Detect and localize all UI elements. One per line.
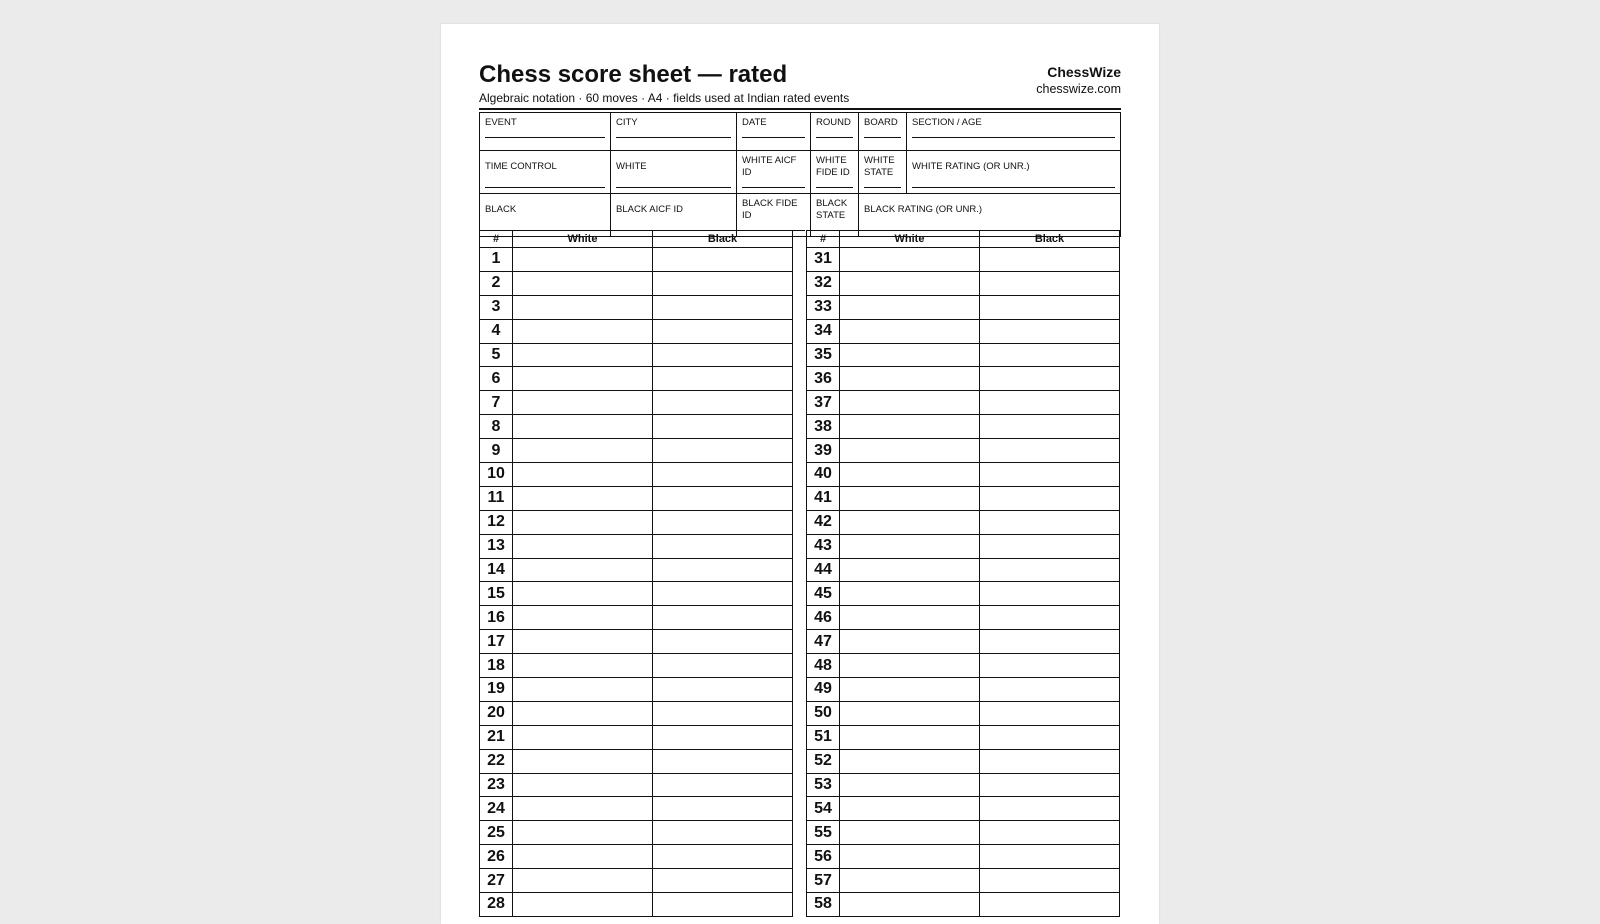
move-number: 40 [807, 463, 840, 487]
white-state-line[interactable] [864, 187, 901, 188]
move-number: 49 [807, 678, 840, 702]
black-move-cell[interactable] [980, 558, 1120, 582]
black-move-cell[interactable] [980, 510, 1120, 534]
black-move-cell[interactable] [653, 749, 793, 773]
move-row [807, 582, 1120, 606]
white-move-cell[interactable] [513, 367, 653, 391]
black-move-cell[interactable] [980, 701, 1120, 725]
move-row [480, 725, 793, 749]
move-number: 26 [480, 845, 513, 869]
black-move-cell[interactable] [980, 343, 1120, 367]
white-aicf-id-line[interactable] [742, 187, 805, 188]
move-row [480, 606, 793, 630]
white-move-cell[interactable] [513, 463, 653, 487]
moves-table-right [806, 230, 1120, 917]
white-move-cell[interactable] [513, 295, 653, 319]
move-number: 35 [807, 343, 840, 367]
black-move-header: Black [980, 231, 1120, 248]
white-move-cell[interactable] [840, 701, 980, 725]
round-field[interactable] [811, 113, 859, 151]
white-move-cell[interactable] [840, 439, 980, 463]
black-move-cell[interactable] [653, 606, 793, 630]
move-row [807, 439, 1120, 463]
move-row [480, 391, 793, 415]
brand-name: ChessWize [1047, 64, 1121, 80]
black-rating-label: BLACK RATING (OR UNR.) [864, 204, 983, 215]
white-move-header: White [840, 231, 980, 248]
black-fide-id-label: BLACK FIDE ID [742, 198, 798, 221]
black-move-cell[interactable] [653, 271, 793, 295]
board-line[interactable] [864, 137, 901, 138]
black-move-cell[interactable] [653, 367, 793, 391]
white-move-cell[interactable] [840, 415, 980, 439]
black-move-cell[interactable] [653, 510, 793, 534]
move-row [480, 797, 793, 821]
black-state-label: BLACK STATE [816, 198, 848, 221]
score-sheet-page [441, 24, 1159, 924]
black-move-cell[interactable] [980, 606, 1120, 630]
move-row [807, 869, 1120, 893]
round-label: ROUND [816, 117, 851, 128]
white-move-cell[interactable] [840, 582, 980, 606]
white-move-cell[interactable] [513, 271, 653, 295]
black-move-cell[interactable] [653, 439, 793, 463]
event-field[interactable] [480, 113, 611, 151]
move-row [480, 343, 793, 367]
white-move-cell[interactable] [840, 606, 980, 630]
white-move-cell[interactable] [513, 725, 653, 749]
move-number: 13 [480, 534, 513, 558]
time-control-line[interactable] [485, 187, 605, 188]
white-move-header: White [513, 231, 653, 248]
move-number: 5 [480, 343, 513, 367]
move-row [807, 749, 1120, 773]
white-move-cell[interactable] [840, 845, 980, 869]
move-row [807, 606, 1120, 630]
date-label: DATE [742, 117, 767, 128]
white-move-cell[interactable] [513, 654, 653, 678]
black-move-cell[interactable] [980, 725, 1120, 749]
white-move-cell[interactable] [513, 534, 653, 558]
white-move-cell[interactable] [840, 725, 980, 749]
white-move-cell[interactable] [840, 319, 980, 343]
move-row [807, 725, 1120, 749]
white-move-cell[interactable] [513, 510, 653, 534]
move-row [480, 248, 793, 272]
move-row [807, 415, 1120, 439]
white-move-cell[interactable] [840, 295, 980, 319]
black-move-cell[interactable] [653, 845, 793, 869]
section-age-label: SECTION / AGE [912, 117, 982, 128]
section-age-line[interactable] [912, 137, 1115, 138]
move-number: 27 [480, 869, 513, 893]
move-row [807, 534, 1120, 558]
move-number: 38 [807, 415, 840, 439]
move-number: 15 [480, 582, 513, 606]
black-move-cell[interactable] [980, 773, 1120, 797]
move-row [480, 463, 793, 487]
black-move-cell[interactable] [653, 486, 793, 510]
move-number: 48 [807, 654, 840, 678]
move-row [807, 797, 1120, 821]
move-row [480, 630, 793, 654]
black-move-cell[interactable] [980, 391, 1120, 415]
black-move-cell[interactable] [653, 319, 793, 343]
white-rating-label: WHITE RATING (OR UNR.) [912, 161, 1030, 172]
white-move-cell[interactable] [513, 343, 653, 367]
black-move-cell[interactable] [653, 630, 793, 654]
white-state-label: WHITE STATE [864, 155, 895, 178]
board-label: BOARD [864, 117, 898, 128]
white-move-cell[interactable] [513, 701, 653, 725]
white-move-cell[interactable] [840, 534, 980, 558]
move-row [480, 773, 793, 797]
move-number: 50 [807, 701, 840, 725]
move-number-header: # [480, 231, 513, 248]
move-number: 33 [807, 295, 840, 319]
move-number: 53 [807, 773, 840, 797]
move-number: 6 [480, 367, 513, 391]
round-line[interactable] [816, 137, 853, 138]
move-number: 1 [480, 248, 513, 272]
white-move-cell[interactable] [513, 773, 653, 797]
black-move-cell[interactable] [653, 463, 793, 487]
move-row [807, 486, 1120, 510]
white-move-cell[interactable] [513, 248, 653, 272]
white-move-cell[interactable] [840, 893, 980, 917]
white-move-cell[interactable] [840, 271, 980, 295]
white-move-cell[interactable] [513, 821, 653, 845]
move-row [807, 821, 1120, 845]
white-move-cell[interactable] [513, 558, 653, 582]
move-number: 58 [807, 893, 840, 917]
move-number: 21 [480, 725, 513, 749]
white-move-cell[interactable] [840, 510, 980, 534]
page-subtitle: Algebraic notation · 60 moves · A4 · fields used at Indian rated events [479, 91, 850, 105]
move-number: 43 [807, 534, 840, 558]
move-number: 4 [480, 319, 513, 343]
event-label: EVENT [485, 117, 517, 128]
move-number: 7 [480, 391, 513, 415]
white-move-cell[interactable] [840, 343, 980, 367]
move-row [807, 845, 1120, 869]
white-rating-field[interactable] [907, 151, 1121, 194]
move-row [807, 367, 1120, 391]
black-move-cell[interactable] [980, 486, 1120, 510]
move-number: 51 [807, 725, 840, 749]
black-move-cell[interactable] [653, 391, 793, 415]
white-state-field[interactable] [859, 151, 907, 194]
city-field[interactable] [611, 113, 737, 151]
white-move-cell[interactable] [513, 606, 653, 630]
white-fide-id-field[interactable] [811, 151, 859, 194]
move-number: 8 [480, 415, 513, 439]
white-move-cell[interactable] [513, 439, 653, 463]
move-row [480, 295, 793, 319]
move-number: 36 [807, 367, 840, 391]
move-row [807, 510, 1120, 534]
move-number: 37 [807, 391, 840, 415]
move-number: 11 [480, 486, 513, 510]
move-row [480, 749, 793, 773]
move-row [480, 821, 793, 845]
time-control-label: TIME CONTROL [485, 161, 557, 172]
move-number: 18 [480, 654, 513, 678]
moves-table-left [479, 230, 793, 917]
move-row [480, 678, 793, 702]
black-move-cell[interactable] [653, 415, 793, 439]
move-row [807, 463, 1120, 487]
move-number: 23 [480, 773, 513, 797]
black-move-cell[interactable] [653, 654, 793, 678]
city-line[interactable] [616, 137, 731, 138]
move-number: 34 [807, 319, 840, 343]
white-move-cell[interactable] [840, 654, 980, 678]
black-aicf-id-label: BLACK AICF ID [616, 204, 684, 215]
white-move-cell[interactable] [840, 749, 980, 773]
section-age-field[interactable] [907, 113, 1121, 151]
move-number: 31 [807, 248, 840, 272]
white-aicf-id-label: WHITE AICF ID [742, 155, 797, 178]
move-number: 47 [807, 630, 840, 654]
move-row [807, 295, 1120, 319]
move-number-header: # [807, 231, 840, 248]
move-number: 20 [480, 701, 513, 725]
move-number: 46 [807, 606, 840, 630]
move-row [807, 248, 1120, 272]
black-move-cell[interactable] [653, 558, 793, 582]
move-number: 42 [807, 510, 840, 534]
black-move-header: Black [653, 231, 793, 248]
city-label: CITY [616, 117, 638, 128]
move-number: 3 [480, 295, 513, 319]
move-number: 55 [807, 821, 840, 845]
move-row [480, 367, 793, 391]
black-move-cell[interactable] [980, 319, 1120, 343]
white-move-cell[interactable] [840, 821, 980, 845]
black-move-cell[interactable] [980, 463, 1120, 487]
move-row [807, 319, 1120, 343]
move-row [807, 701, 1120, 725]
black-move-cell[interactable] [653, 797, 793, 821]
move-number: 22 [480, 749, 513, 773]
move-number: 2 [480, 271, 513, 295]
black-move-cell[interactable] [980, 869, 1120, 893]
white-move-cell[interactable] [513, 749, 653, 773]
white-move-cell[interactable] [513, 319, 653, 343]
move-row [807, 630, 1120, 654]
move-number: 19 [480, 678, 513, 702]
black-move-cell[interactable] [653, 534, 793, 558]
white-move-cell[interactable] [513, 415, 653, 439]
move-number: 24 [480, 797, 513, 821]
move-row [480, 893, 793, 917]
move-number: 45 [807, 582, 840, 606]
move-row [480, 415, 793, 439]
move-row [480, 558, 793, 582]
white-move-cell[interactable] [513, 678, 653, 702]
move-number: 14 [480, 558, 513, 582]
board-field[interactable] [859, 113, 907, 151]
white-line[interactable] [616, 187, 731, 188]
move-number: 57 [807, 869, 840, 893]
move-number: 41 [807, 486, 840, 510]
white-fide-id-line[interactable] [816, 187, 853, 188]
move-row [480, 271, 793, 295]
black-move-cell[interactable] [980, 415, 1120, 439]
move-number: 9 [480, 439, 513, 463]
page-title: Chess score sheet — rated [479, 61, 788, 88]
move-row [480, 582, 793, 606]
white-fide-id-label: WHITE FIDE ID [816, 155, 850, 178]
date-line[interactable] [742, 137, 805, 138]
black-move-cell[interactable] [653, 295, 793, 319]
white-field[interactable] [611, 151, 737, 194]
black-move-cell[interactable] [653, 773, 793, 797]
black-move-cell[interactable] [653, 343, 793, 367]
black-move-cell[interactable] [653, 725, 793, 749]
white-move-cell[interactable] [840, 463, 980, 487]
black-move-cell[interactable] [653, 701, 793, 725]
white-move-cell[interactable] [513, 845, 653, 869]
black-move-cell[interactable] [653, 248, 793, 272]
black-move-cell[interactable] [980, 582, 1120, 606]
move-number: 17 [480, 630, 513, 654]
white-move-cell[interactable] [513, 486, 653, 510]
black-move-cell[interactable] [980, 248, 1120, 272]
move-number: 25 [480, 821, 513, 845]
white-move-cell[interactable] [513, 391, 653, 415]
black-move-cell[interactable] [653, 678, 793, 702]
white-move-cell[interactable] [840, 367, 980, 391]
black-move-cell[interactable] [653, 893, 793, 917]
black-move-cell[interactable] [980, 821, 1120, 845]
black-move-cell[interactable] [980, 654, 1120, 678]
move-number: 28 [480, 893, 513, 917]
white-move-cell[interactable] [513, 869, 653, 893]
move-number: 44 [807, 558, 840, 582]
move-row [807, 391, 1120, 415]
move-row [807, 343, 1120, 367]
black-move-cell[interactable] [980, 893, 1120, 917]
move-number: 10 [480, 463, 513, 487]
move-row [807, 893, 1120, 917]
time-control-field[interactable] [480, 151, 611, 194]
game-info-form [479, 112, 1121, 237]
white-move-cell[interactable] [840, 630, 980, 654]
white-move-cell[interactable] [513, 797, 653, 821]
move-row [480, 439, 793, 463]
black-move-cell[interactable] [980, 630, 1120, 654]
black-move-cell[interactable] [980, 749, 1120, 773]
move-row [807, 654, 1120, 678]
white-move-cell[interactable] [840, 486, 980, 510]
white-move-cell[interactable] [840, 773, 980, 797]
white-rating-line[interactable] [912, 187, 1115, 188]
move-row [480, 701, 793, 725]
white-move-cell[interactable] [840, 678, 980, 702]
black-move-cell[interactable] [980, 797, 1120, 821]
brand-url[interactable]: chesswize.com [1036, 82, 1121, 96]
move-row [807, 773, 1120, 797]
black-move-cell[interactable] [980, 845, 1120, 869]
white-move-cell[interactable] [840, 869, 980, 893]
move-number: 12 [480, 510, 513, 534]
event-line[interactable] [485, 137, 605, 138]
black-move-cell[interactable] [980, 534, 1120, 558]
move-row [480, 510, 793, 534]
move-row [480, 534, 793, 558]
white-move-cell[interactable] [513, 582, 653, 606]
white-move-cell[interactable] [840, 248, 980, 272]
black-move-cell[interactable] [980, 439, 1120, 463]
move-row [480, 654, 793, 678]
move-row [480, 319, 793, 343]
black-move-cell[interactable] [980, 367, 1120, 391]
black-move-cell[interactable] [980, 295, 1120, 319]
move-row [807, 271, 1120, 295]
date-field[interactable] [737, 113, 811, 151]
move-number: 54 [807, 797, 840, 821]
move-row [480, 486, 793, 510]
black-move-cell[interactable] [653, 821, 793, 845]
move-number: 52 [807, 749, 840, 773]
white-move-cell[interactable] [840, 558, 980, 582]
black-move-cell[interactable] [980, 271, 1120, 295]
black-move-cell[interactable] [653, 869, 793, 893]
move-number: 39 [807, 439, 840, 463]
move-number: 32 [807, 271, 840, 295]
header-divider [479, 108, 1121, 110]
black-move-cell[interactable] [980, 678, 1120, 702]
move-row [807, 558, 1120, 582]
white-move-cell[interactable] [513, 893, 653, 917]
white-label: WHITE [616, 161, 647, 172]
move-number: 56 [807, 845, 840, 869]
move-row [480, 845, 793, 869]
white-move-cell[interactable] [840, 797, 980, 821]
white-move-cell[interactable] [513, 630, 653, 654]
move-number: 16 [480, 606, 513, 630]
move-row [480, 869, 793, 893]
black-label: BLACK [485, 204, 517, 215]
black-move-cell[interactable] [653, 582, 793, 606]
white-aicf-id-field[interactable] [737, 151, 811, 194]
white-move-cell[interactable] [840, 391, 980, 415]
move-row [807, 678, 1120, 702]
